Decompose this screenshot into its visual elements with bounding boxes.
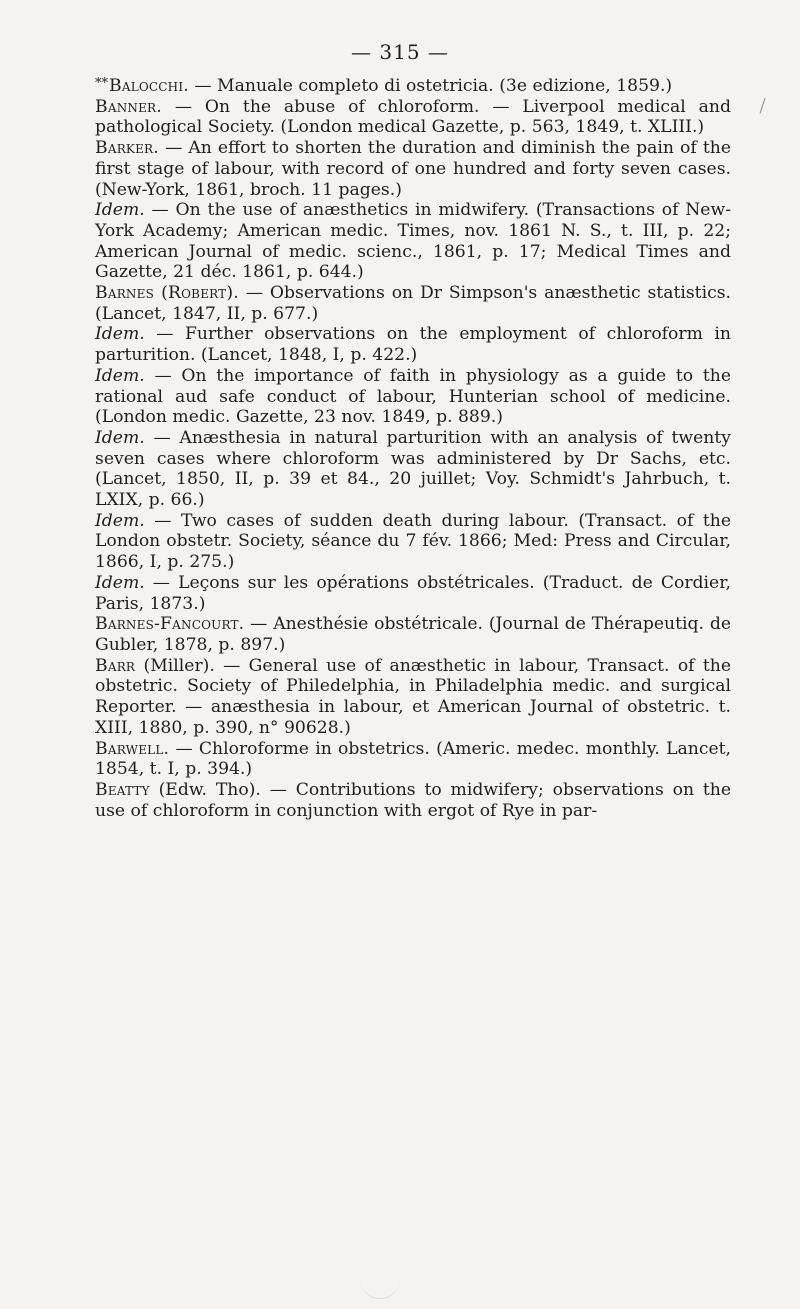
bibliography-entries (95, 74, 731, 821)
entry-text: — Anesthésie obstétricale. (Journal de Thérapeutiq. de Gubler, 1878, p. 897.) (95, 614, 731, 655)
entry-text: (Edw. Tho). — Contributions to midwifery; observations on the use of chloroform in conjunction with ergot of Rye in par- (95, 779, 731, 821)
entry-text: — Observations on Dr Simpson's anæsthetic statistics. (Lancet, 1847, II, p. 677.) (95, 283, 731, 324)
bibliography-entry-banner (95, 97, 731, 138)
entry-text: — Chloroforme in obstetrics. (Americ. medec. monthly. Lancet, 1854, t. I, p. 394.) (95, 738, 731, 780)
entry-author: Barwell. (95, 738, 170, 759)
entry-author: Beatty (95, 779, 150, 800)
bibliography-entry-barnes-idem-4 (95, 511, 731, 573)
entry-text: (Miller). — General use of anæsthetic in labour, Transact. of the obstetric. Society of Philedelphia, in Philadelphia medic. and surgical Reporter. — anæsthesia in labour, et American Journal of obstetric. t. XIII, 1880, p. 390, n° 90628.) (95, 655, 731, 738)
entry-author: Barnes (Robert). (95, 283, 239, 304)
bibliography-entry-barnes-idem-3 (95, 428, 731, 511)
page-smudge (360, 1268, 400, 1299)
bibliography-entry-barker-idem (95, 200, 731, 283)
entry-text: — Further observations on the employment of chloroform in parturition. (Lancet, 1848, I, p. 422.) (95, 324, 731, 366)
bibliography-entry-barnes-idem-5 (95, 573, 731, 614)
entry-idem: Idem. (95, 572, 145, 593)
entry-author: Balocchi. (109, 76, 189, 96)
entry-marker: ** (95, 76, 108, 91)
entry-text: — Two cases of sudden death during labour. (Transact. of the London obstetr. Society, séance du 7 fév. 1866; Med: Press and Circular, 1866, I, p. 275.) (95, 510, 731, 573)
bibliography-entry-balocchi (95, 74, 731, 97)
margin-pencil-mark (760, 98, 768, 114)
entry-idem: Idem. (95, 510, 145, 531)
entry-text: — Manuale completo di ostetricia. (3e edizione, 1859.) (188, 76, 673, 96)
entry-author: Barnes-Fancourt. (95, 614, 245, 635)
entry-text: — On the use of anæsthetics in midwifery. (Transactions of New-York Academy; American medic. Times, nov. 1861 N. S., t. III, p. 22; American Journal of medic. scienc., 1861, p. 17; Medical Times and Gazette, 21 déc. 1861, p. 644.) (95, 200, 731, 283)
entry-idem: Idem. (95, 365, 145, 386)
bibliography-entry-barwell (95, 739, 731, 780)
entry-idem: Idem. (95, 324, 145, 345)
bibliography-entry-barr (95, 656, 731, 739)
bibliography-entry-barnes (95, 283, 731, 324)
entry-text: — Leçons sur les opérations obstétricales. (Traduct. de Cordier, Paris, 1873.) (95, 572, 731, 614)
entry-text: — Anæsthesia in natural parturition with an analysis of twenty seven cases where chloroform was administered by Dr Sachs, etc. (Lancet, 1850, II, p. 39 et 84., 20 juillet; Voy. Schmidt's Jahrbuch, t. LXIX, p. 66.) (95, 427, 731, 511)
entry-author: Banner. (95, 96, 162, 117)
entry-author: Barker. (95, 138, 159, 159)
entry-idem: Idem. (95, 200, 145, 221)
bibliography-entry-beatty (95, 780, 731, 821)
bibliography-entry-barnes-idem-2 (95, 366, 731, 428)
bibliography-entry-barker (95, 138, 731, 200)
bibliography-entry-barnes-idem-1 (95, 324, 731, 365)
entry-text: — An effort to shorten the duration and diminish the pain of the first stage of labour, with record of one hundred and forty seven cases. (New-York, 1861, broch. 11 pages.) (95, 138, 731, 200)
entry-author: Barr (95, 655, 136, 676)
entry-idem: Idem. (95, 427, 145, 448)
entry-text: — On the importance of faith in physiology as a guide to the rational aud safe conduct of labour, Hunterian school of medicine. (London medic. Gazette, 23 nov. 1849, p. 889.) (95, 365, 731, 428)
page-number: — 315 — (351, 40, 449, 64)
bibliography-entry-barnes-fancourt (95, 614, 731, 655)
entry-text: — On the abuse of chloroform. — Liverpool medical and pathological Society. (London medical Gazette, p. 563, 1849, t. XLIII.) (95, 96, 731, 138)
